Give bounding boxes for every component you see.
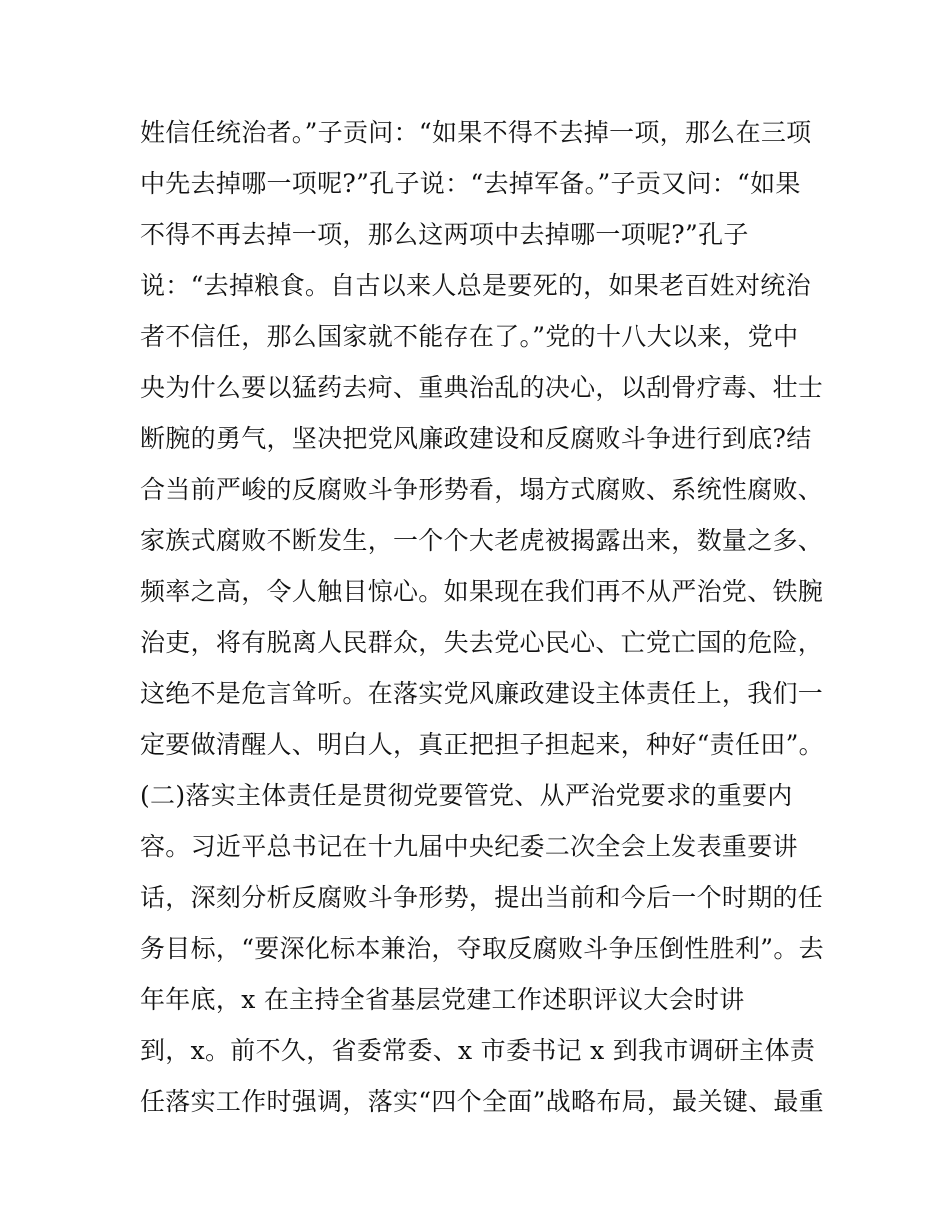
section-heading-line: (二)落实主体责任是贯彻党要管党、从严治党要求的重要内 xyxy=(140,781,793,810)
text-line: 定要做清醒人、明白人，真正把担子担起来，种好“责任田”。 xyxy=(140,730,824,759)
text-line: 话，深刻分析反腐败斗争形势，提出当前和今后一个时期的任 xyxy=(140,883,824,912)
body-text xyxy=(140,107,830,1127)
text-line: 者不信任，那么国家就不能存在了。”党的十八大以来，党中 xyxy=(140,322,799,351)
text-line: 央为什么要以猛药去疴、重典治乱的决心，以刮骨疗毒、壮士 xyxy=(140,373,824,402)
text-line: 任落实工作时强调，落实“四个全面”战略布局，最关键、最重 xyxy=(140,1087,824,1116)
text-line: 务目标，“要深化标本兼治，夺取反腐败斗争压倒性胜利”。去 xyxy=(140,934,824,963)
text-line: 频率之高，令人触目惊心。如果现在我们再不从严治党、铁腕 xyxy=(140,577,824,606)
text-line: 不得不再去掉一项，那么这两项中去掉哪一项呢?”孔子 xyxy=(140,220,749,249)
text-line: 到，x。前不久，省委常委、x 市委书记 x 到我市调研主体责 xyxy=(140,1036,816,1065)
text-line: 合当前严峻的反腐败斗争形势看，塌方式腐败、系统性腐败、 xyxy=(140,475,824,504)
text-line: 说：“去掉粮食。自古以来人总是要死的，如果老百姓对统治 xyxy=(140,271,811,300)
text-line: 断腕的勇气，坚决把党风廉政建设和反腐败斗争进行到底?结 xyxy=(140,424,812,453)
text-line: 治吏，将有脱离人民群众，失去党心民心、亡党亡国的危险， xyxy=(140,628,824,657)
text-line: 这绝不是危言耸听。在落实党风廉政建设主体责任上，我们一 xyxy=(140,679,824,708)
text-line: 姓信任统治者。”子贡问：“如果不得不去掉一项，那么在三项 xyxy=(140,118,812,147)
text-line: 中先去掉哪一项呢?”孔子说：“去掉军备。”子贡又问：“如果 xyxy=(140,169,801,198)
text-line: 年年底，x 在主持全省基层党建工作述职评议大会时讲 xyxy=(140,985,745,1014)
text-line: 家族式腐败不断发生，一个个大老虎被揭露出来，数量之多、 xyxy=(140,526,824,555)
text-line: 容。习近平总书记在十九届中央纪委二次全会上发表重要讲 xyxy=(140,832,798,861)
